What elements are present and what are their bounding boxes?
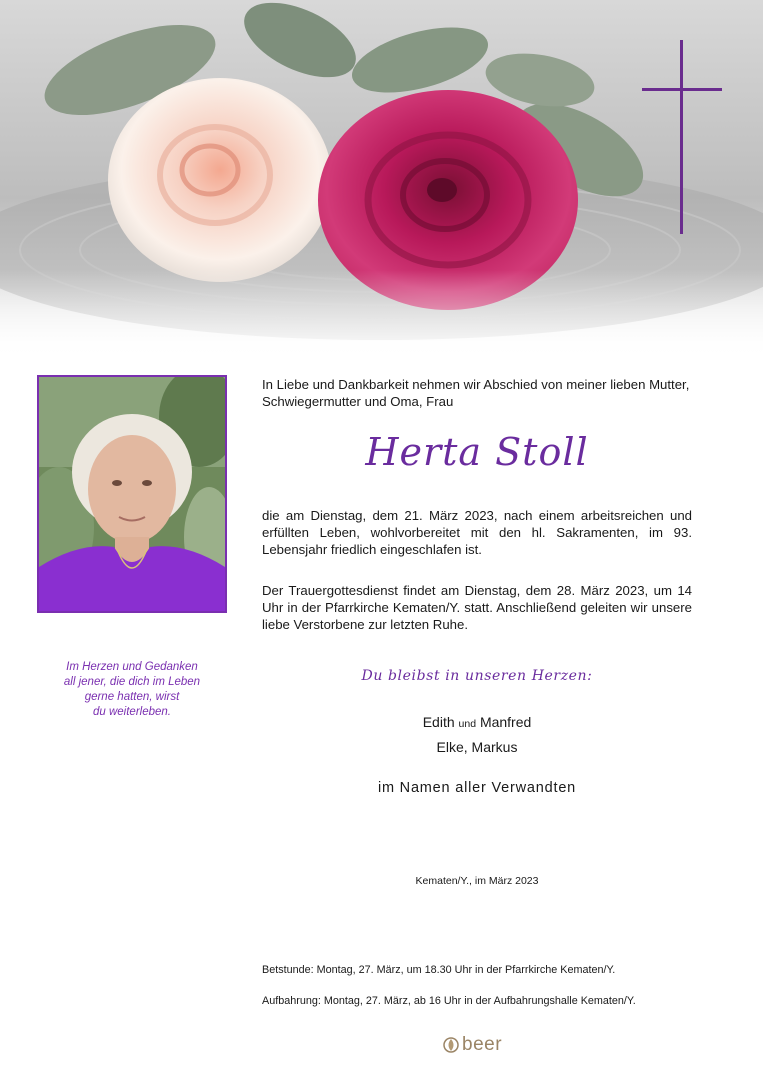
quote-line: Im Herzen und Gedanken [66, 661, 198, 673]
memorial-quote [37, 660, 227, 720]
leaf-logo-icon [443, 1037, 459, 1053]
place-date: Kematen/Y., im März 2023 [415, 875, 539, 887]
death-announcement-text: die am Dienstag, dem 21. März 2023, nach einem arbeitsreichen und erfüllten Leben, wohlvorbereitet mit den hl. Sakramenten, im 93. Lebensjahr friedlich eingeschlafen ist. [262, 508, 692, 557]
viewing-info: Aufbahrung: Montag, 27. März, ab 16 Uhr in der Aufbahrungshalle Kematen/Y. [262, 995, 636, 1007]
on-behalf-text: im Namen aller Verwandten [377, 780, 577, 796]
mourner-name: Edith [422, 714, 455, 730]
prayer-info: Betstunde: Montag, 27. März, um 18.30 Uhr in der Pfarrkirche Kematen/Y. [262, 964, 616, 976]
funeral-service-text: Der Trauergottesdienst findet am Dienstag, dem 28. März 2023, um 14 Uhr in der Pfarrkirche Kematen/Y. statt. Anschließend geleiten wir unsere liebe Verstorbene zur letzten Ruhe. [262, 583, 692, 632]
mourner-connector: und [458, 718, 477, 730]
beer-logo [443, 1034, 502, 1056]
intro-text: In Liebe und Dankbarkeit nehmen wir Abschied von meiner lieben Mutter, Schwiegermutter und Oma, Frau [262, 377, 690, 409]
motto-text: Du bleibst in unseren Herzen: [361, 668, 593, 684]
portrait-photo [37, 375, 227, 613]
cross-icon [642, 40, 722, 234]
quote-line: du weiterleben. [93, 706, 171, 718]
quote-line: gerne hatten, wirst [84, 691, 180, 703]
quote-line: all jener, die dich im Leben [63, 676, 201, 688]
mourners-line-2: Elke, Markus [436, 739, 518, 755]
logo-text: beer [462, 1034, 503, 1055]
mourners-line-1 [262, 714, 692, 730]
deceased-name: Herta Stoll [365, 430, 589, 474]
mourner-name: Manfred [479, 714, 532, 730]
